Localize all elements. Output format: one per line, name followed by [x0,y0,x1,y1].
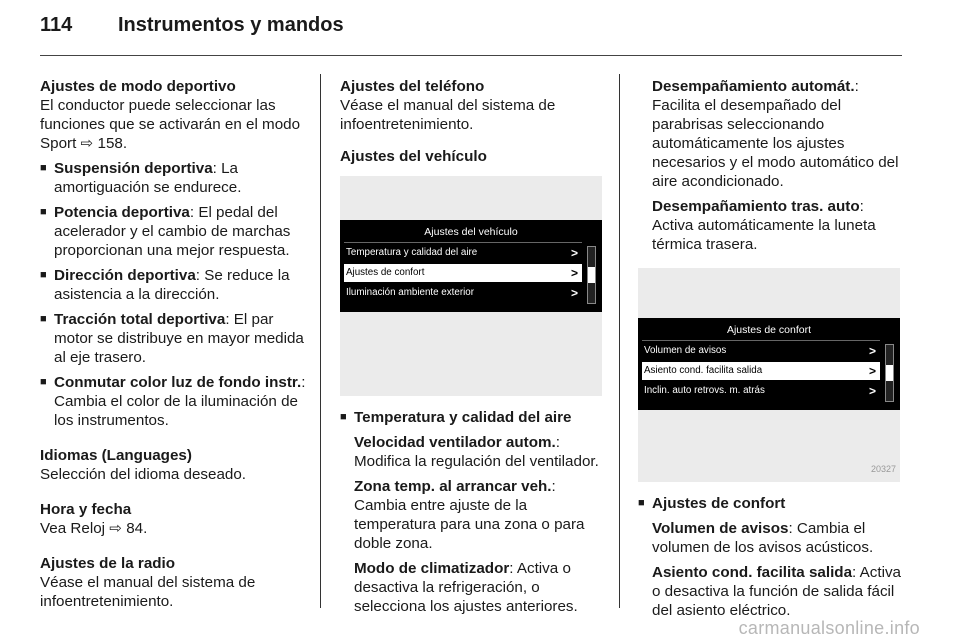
list-item: ■ Temperatura y calidad del aire [340,408,606,427]
vehicle-options-list [340,408,606,427]
row-divider [344,242,582,243]
section-heading: Ajustes de modo deportivo [40,78,236,95]
section-heading: Idiomas (Languages) [40,447,192,464]
comfort-options-list [638,494,902,513]
vehicle-settings-screen [340,220,602,312]
column-2 [340,77,606,616]
section-heading: Ajustes de la radio [40,555,176,572]
page-number: 114 [40,14,73,36]
option-paragraph: Velocidad ventilador autom.: Modifica la regulación del ventilador. [354,434,599,470]
menu-row[interactable]: Iluminación ambiente exterior > [346,286,578,300]
page-header [40,14,344,37]
list-item: ■ Tracción total deportiva: El par motor se distribuye en mayor medida al eje trasero. [40,310,308,367]
page-ref[interactable]: 84. [126,520,148,537]
chevron-right-icon: > [868,344,876,358]
page-title: Instrumentos y mandos [118,14,344,36]
option-paragraph: Desempañamiento tras. auto: Activa automáticamente la luneta térmica trasera. [652,198,876,253]
sport-intro: El conductor puede seleccionar las funciones que se activarán en el modo Sport ⇨ 158. [40,97,301,152]
chevron-right-icon: > [570,246,578,260]
menu-row[interactable]: Volumen de avisos > [644,344,876,358]
ref-arrow-icon: ⇨ [109,520,122,537]
row-divider [642,340,880,341]
list-item: ■ Suspensión deportiva: La amortiguación se endurece. [40,159,308,197]
scrollbar-thumb [588,267,595,283]
menu-row-selected[interactable]: Ajustes de confort > [344,264,582,282]
section-text: Vea Reloj ⇨ 84. [40,520,148,537]
list-item: ■ Dirección deportiva: Se reduce la asistencia a la dirección. [40,266,308,304]
option-paragraph: Zona temp. al arrancar veh.: Cambia entre ajuste de la temperatura para una zona o para doble zona. [354,478,585,552]
scrollbar-thumb [886,365,893,381]
comfort-options-details [638,519,902,620]
chevron-right-icon: > [570,286,578,300]
chevron-right-icon: > [868,384,876,398]
climate-details [638,77,902,254]
ref-arrow-icon: ⇨ [80,135,94,152]
figure-number: 20327 [870,464,896,474]
sport-section [40,77,308,430]
menu-row[interactable]: Inclin. auto retrovs. m. atrás > [644,384,876,398]
option-paragraph: Volumen de avisos: Cambia el volumen de los avisos acústicos. [652,520,874,556]
section-text: Selección del idioma deseado. [40,466,247,483]
scrollbar[interactable] [885,344,894,402]
page-ref[interactable]: 158. [97,135,128,152]
sport-options-list [40,159,308,430]
scrollbar[interactable] [587,246,596,304]
comfort-settings-screen [638,318,900,410]
option-paragraph: Asiento cond. facilita salida: Activa o desactiva la función de salida fácil del asiento eléctrico. [652,564,901,619]
column-3 [638,77,902,620]
vehicle-settings-figure [340,176,602,396]
menu-row[interactable]: Temperatura y calidad del aire > [346,246,578,260]
list-item: ■ Conmutar color luz de fondo instr.: Cambia el color de la iluminación de los instrumentos. [40,373,308,430]
chevron-right-icon: > [570,266,578,280]
header-rule [40,55,902,56]
menu-row-selected[interactable]: Asiento cond. facilita salida > [642,362,880,380]
list-item: ■ Ajustes de confort [638,494,902,513]
datetime-section [40,500,308,538]
watermark: carmanualsonline.info [738,618,920,638]
column-1 [40,77,308,623]
option-paragraph: Modo de climatizador: Activa o desactiva la refrigeración, o selecciona los ajustes anteriores. [354,560,578,615]
list-item: ■ Potencia deportiva: El pedal del acelerador y el cambio de marchas proporcionan una mejor respuesta. [40,203,308,260]
section-heading: Ajustes del vehículo [340,148,487,165]
screen-title: Ajustes del vehículo [424,226,518,238]
vehicle-options-details [340,433,606,616]
languages-section [40,446,308,484]
option-paragraph: Desempañamiento automát.: Facilita el desempañado del parabrisas seleccionando automáticamente los ajustes necesarios y el modo automático del aire acondicionado. [652,78,899,190]
section-heading: Hora y fecha [40,501,132,518]
screen-title: Ajustes de confort [726,324,812,336]
comfort-settings-figure [638,268,900,482]
column-divider-1 [320,74,321,608]
radio-section [40,554,308,611]
column-divider-2 [619,74,620,608]
section-text: Véase el manual del sistema de infoentretenimiento. [40,574,256,610]
section-heading: Ajustes del teléfono [340,78,485,95]
chevron-right-icon: > [868,364,876,378]
section-text: Véase el manual del sistema de infoentretenimiento. [340,97,556,133]
